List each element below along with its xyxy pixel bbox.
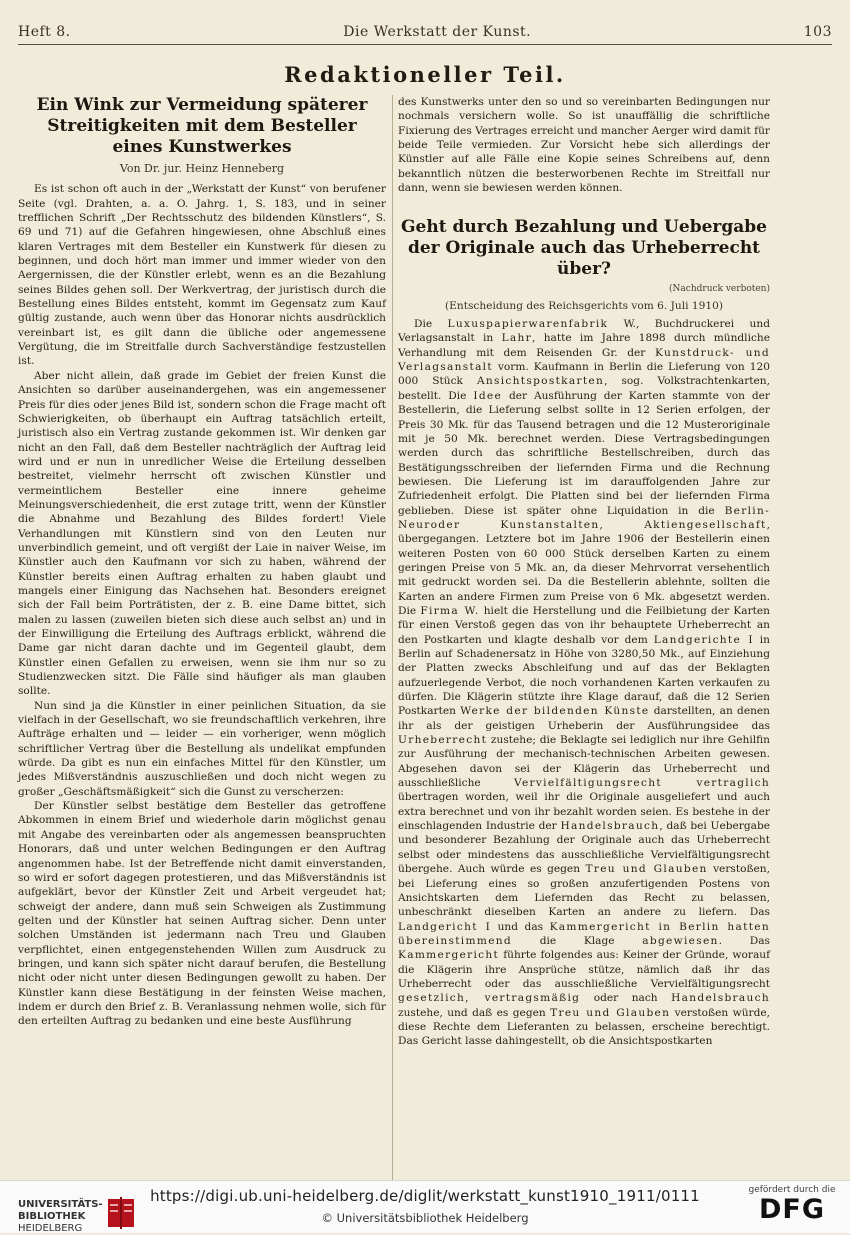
issue-number: Heft 8. [18,24,71,40]
spaced-text: Treu und Glauben [585,863,708,876]
article2-title-line: der Originale auch das Urheberrecht [407,238,761,259]
funder-label: gefördert durch die [748,1185,836,1195]
text-run: darstellten, an denen ihr als der geistigen Urheberin der Ausführungsidee das [398,705,770,732]
text-run: zustehe; die Beklagte sei lediglich nur ihre Gehilfin zur Ausführung der mechanisch-technischen Arbeiten gewesen. Abgesehen davon sei der Klägerin das Urheberrecht und ausschließliche [398,734,770,790]
spaced-text: gesetzlich, vertragsmäßig [398,992,581,1005]
journal-title: Die Werkstatt der Kunst. [343,24,532,40]
text-run: die Klage [511,934,643,947]
reprint-notice: (Nachdruck verboten) [669,284,770,295]
spaced-text: Handelsbrauch [671,992,770,1005]
funder-block[interactable] [746,1185,838,1229]
spaced-text: Vervielfältigungsrecht vertraglich [513,777,771,790]
spaced-text: Lahr [501,332,533,345]
article2-title-line: über? [557,259,611,280]
spaced-text: Berlin-Neuroder Kunstanstalten, Aktiengesellschaft [398,504,770,531]
viewer-footer [0,1180,850,1233]
article2-title [398,217,770,280]
spaced-text: Landgerichte I [653,633,754,646]
library-city: HEIDELBERG [18,1223,83,1234]
text-run: führte folgendes aus: Keiner der Gründe, worauf die Klägerin ihre Ansprüche stütze, nämlich daß ihr das Urheberrecht oder das ausschließliche Vervielfältigungsrecht [398,949,770,990]
left-column [18,95,386,1029]
spaced-text: Kunstdruck- und Verlagsanstalt [398,346,770,374]
article2-paragraph [398,317,770,1049]
text-run: . Das [718,934,770,947]
text-run: verstoßen, bei Lieferung eines so großen anzufertigenden Postens von Ansichtskarten dem Liefernden das Recht zu belassen, unbeschränkt dieselben Karten an andere zu liefern. Das [398,863,770,919]
article1-title-line: Streitigkeiten mit dem Besteller [47,116,357,136]
section-title: Redaktioneller Teil. [284,62,566,87]
spaced-text: Handelsbrauch [560,820,660,833]
spaced-text: Ansichtspostkarten [476,375,605,388]
column-divider [392,95,393,1180]
text-run: verstoßen würde, diese Rechte dem Lieferanten zu belassen, erscheine berechtigt. Das Gericht lasse dahingestellt, ob die Ansichtspostkarten [398,1006,770,1048]
text-run: der Ausführung der Karten stammte von der Bestellerin, die Lieferung selbst sollte in 12 Serien erfolgen, der Preis 30 Mk. für das Tausend betragen und die 12 Musteroriginale mit je 50 Mk. berechnet werden. Diese Vertragsbedingungen werden durch das schriftliche Bestellschreiben, durch das Bestätigungsschreiben der liefernden Firma und die Rechnung bewiesen. Die Lieferung ist im darauffolgenden Jahre zur Zufriedenheit erfolgt. Die Platten sind bei der liefernden Firma geblieben. Diese ist später ohne Liquidation in die [398,389,771,517]
article1-paragraph: Es ist schon oft auch in der „Werkstatt der Kunst“ von berufener Seite (vgl. Drahten, a. a. O. Jahrg. 1, S. 183, und in seiner trefflichen Schrift „Der Rechtsschutz des bildenden Künstlers“, S. 69 und 71) auf die Gefahren hingewiesen, ohne Abschluß eines klaren Vertrages mit dem Besteller ein Kunstwerk für diesen zu beginnen, und doch hört man immer und immer wieder von den Aergernissen, die der Künstler erlebt, wenn es an die Bezahlung seines Bildes gehen soll. Der Werkvertrag, der juristisch durch die Bestellung eines Bildes entsteht, kommt im Gegensatz zum Kauf gültig zustande, auch wenn über das Honorar nichts ausdrücklich vereinbart ist, es gilt dann die übliche oder angemessene Vergütung, die im Streitfalle durch Sachverständige festzustellen ist. [18,183,386,368]
text-run: zustehe, und daß es gegen [398,1006,551,1019]
library-name-line: UNIVERSITÄTS- [18,1199,103,1210]
copyright-notice: © Universitätsbibliothek Heidelberg [321,1211,529,1225]
spaced-text: Luxuspapierwarenfabrik [447,318,609,331]
running-header [18,14,832,45]
text-run: Die [414,318,448,331]
page-number: 103 [803,24,832,40]
article1-author: Von Dr. jur. Heinz Henneberg [119,162,285,175]
text-run: W., Buchdruckerei und Verlagsanstalt in [398,318,770,345]
text-run: , sog. Volkstrachtenkarten, bestellt. Die [398,375,770,402]
article1-paragraph: Der Künstler selbst bestätige dem Besteller das getroffene Abkommen in einem Brief und wiederhole darin möglichst genau mit Angabe des vereinbarten oder als angemessen beanspruchten Honorars, daß und unter welchen Bedingungen er den Auftrag angenommen habe. Ist der Betreffende nicht damit einverstanden, so wird er sofort dagegen protestieren, und das Mißverständnis ist aufgeklärt, bevor der Künstler Zeit und Arbeit vergeudet hat; schweigt der andere, dann muß sein Schweigen als Zustimmung gelten und der Künstler hat seinen Auftrag sicher. Denn unter solchen Umständen ist jedermann nach Treu und Glauben verpflichtet, einen entgegenstehenden Willen zum Ausdruck zu bringen, und kann sich später nicht darauf berufen, die Bestellung nicht oder nicht unter diesen Bedingungen gewollt zu haben. Der Künstler kann diese Bestätigung in der feinsten Weise machen, indem er durch den Brief z. B. Veranlassung nehmen wolle, sich für den erteilten Auftrag zu bedanken und eine beste Ausführung [18,800,386,1028]
text-run: vorm. Kaufmann in Berlin die Lieferung von 120 000 Stück [398,361,770,388]
article1-title-line: Ein Wink zur Vermeidung späterer [36,95,368,115]
spaced-text: Urheberrecht [398,734,488,747]
spaced-text: Werke der bildenden Künste [460,705,650,718]
text-run: und das [491,920,550,933]
text-run: , daß bei Uebergabe und besonderer Bezahlung der Originale auch das Urheberrecht selbst oder mindestens das ausschließliche Vervielfältigungsrecht übergehe. Auch würde es gegen [398,820,771,876]
text-run: , hatte im Jahre 1898 durch mündliche Verhandlung mit dem Reisenden Gr. der [398,332,770,359]
article1-title [18,95,386,158]
spaced-text: Landgericht I [398,920,492,933]
article1-paragraph: Aber nicht allein, daß grade im Gebiet der freien Kunst die Ansichten so darüber auseinandergehen, was ein angemessener Preis für dies oder jenes Bild ist, sondern schon die Frage macht oft Schwierigkeiten, ob überhaupt ein Auftrag tatsächlich erteilt, juristisch also ein Vertrag zustande gekommen ist. Wir denken gar nicht an den Fall, daß dem Besteller nachträglich der Auftrag leid wird und er nun in unredlicher Weise die Erteilung desselben bestreitet, vielmehr herrscht oft zwischen Künstler und vermeintlichem Besteller eine innere geheime Meinungsverschiedenheit, die erst zutage tritt, wenn der Künstler die Abnahme und Bezahlung des Bildes fordert! Viele Verhandlungen mit Künstlern sind von den Leuten nur unverbindlich gemeint, und oft vergißt der Laie in naiver Weise, im Künstler auch den Kaufmann vor sich zu haben, während der Künstler bereits einen Auftrag erhalten zu haben glaubt und mangels einer Einigung das Nachsehen hat. Besonders ereignet sich der Fall beim Porträtisten, der z. B. eine Dame bittet, sich malen zu lassen (zuweilen bieten sich diese auch selbst an) und in der Einwilligung die Erteilung des Auftrags erblickt, während die Dame gar nicht daran dachte und im Gegenteil glaubt, dem Künstler einen Gefallen zu erweisen, wenn sie ihm nur so zu Studienzwecken sitzt. Die Fälle sind häufiger als man glauben sollte. [18,369,386,698]
article1-title-line: eines Kunstwerkes [112,137,292,157]
right-column [398,95,770,1049]
spaced-text: Treu und Glauben [550,1006,671,1019]
spaced-text: Kammergericht in Berlin hatten übereinstimmend [398,920,770,947]
spaced-text: Firma W. [420,604,480,617]
permalink-url[interactable]: https://digi.ub.uni-heidelberg.de/diglit/werkstatt_kunst1910_1911/0111 [150,1187,700,1205]
spaced-text: abgewiesen [642,934,719,947]
text-run: , übergegangen. Letztere bot im Jahre 1906 der Bestellerin einen weiteren Posten von 60 000 Stück derselben Karten zu einem geringen Preise von 5 Mk. an, da dieser Mehrvorrat versehentlich mit gedruckt worden sei. Da die Bestellerin ablehnte, sollten die Karten an andere Firmen zum Preise von 6 Mk. abgesetzt werden. Die [398,518,770,617]
dfg-logo: DFG [758,1194,826,1225]
text-run: übertragen worden, weil ihr die Originale ausgeliefert und auch extra berechnet und von ihr bezahlt worden seien. Es bestehe in der einschlagenden Industrie der [398,791,770,833]
text-run: in Berlin auf Schadenersatz in Höhe von 3280,50 Mk., auf Einziehung der Platten zwecks Abschleifung und auf das der Beklagten aufzuerlegende Verbot, die noch vorhandenen Karten verkaufen zu dürfen. Die Klägerin stützte ihre Klage darauf, daß die 12 Serien Postkarten [398,633,770,718]
spaced-text: Idee [473,389,503,402]
library-name-line: BIBLIOTHEK [18,1211,86,1222]
article1-paragraph: Nun sind ja die Künstler in einer peinlichen Situation, da sie vielfach in der Gesellschaft, wo sie freundschaftlich verkehren, ihre Aufträge erhalten und — leider — ein vorheriger, wenn möglich schriftlicher Vertrag über die Bestellung als undelikat empfunden würde. Da gibt es nun ein einfaches Mittel für den Künstler, um jedes Mißverständnis auszuschließen und doch nicht wegen zu großer „Geschäftsmäßigkeit“ sich die Gunst zu verscherzen: [18,699,386,798]
article1-paragraph-continued: des Kunstwerks unter den so und so vereinbarten Bedingungen nur nochmals versichern wolle. So ist unauffällig die schriftliche Fixierung des Vertrages erreicht und mancher Aerger wird damit für beide Teile vermieden. Zur Vorsicht hebe sich allerdings der Künstler auf alle Fälle eine Kopie seines Schreibens auf, denn bekanntlich nützen die besterworbenen Rechte im Streitfall nur dann, wenn sie bewiesen werden können. [398,96,770,195]
court-decision-note: (Entscheidung des Reichsgerichts vom 6. Juli 1910) [445,299,723,312]
article2-title-line: Geht durch Bezahlung und Uebergabe [401,217,767,238]
spaced-text: Kammergericht [398,949,500,962]
text-run: oder nach [580,992,672,1005]
text-run: hielt die Herstellung und die Feilbietung der Karten für einen Verstoß gegen das von ihr behauptete Urheberrecht an den Postkarten und klagte deshalb vor dem [398,604,770,646]
